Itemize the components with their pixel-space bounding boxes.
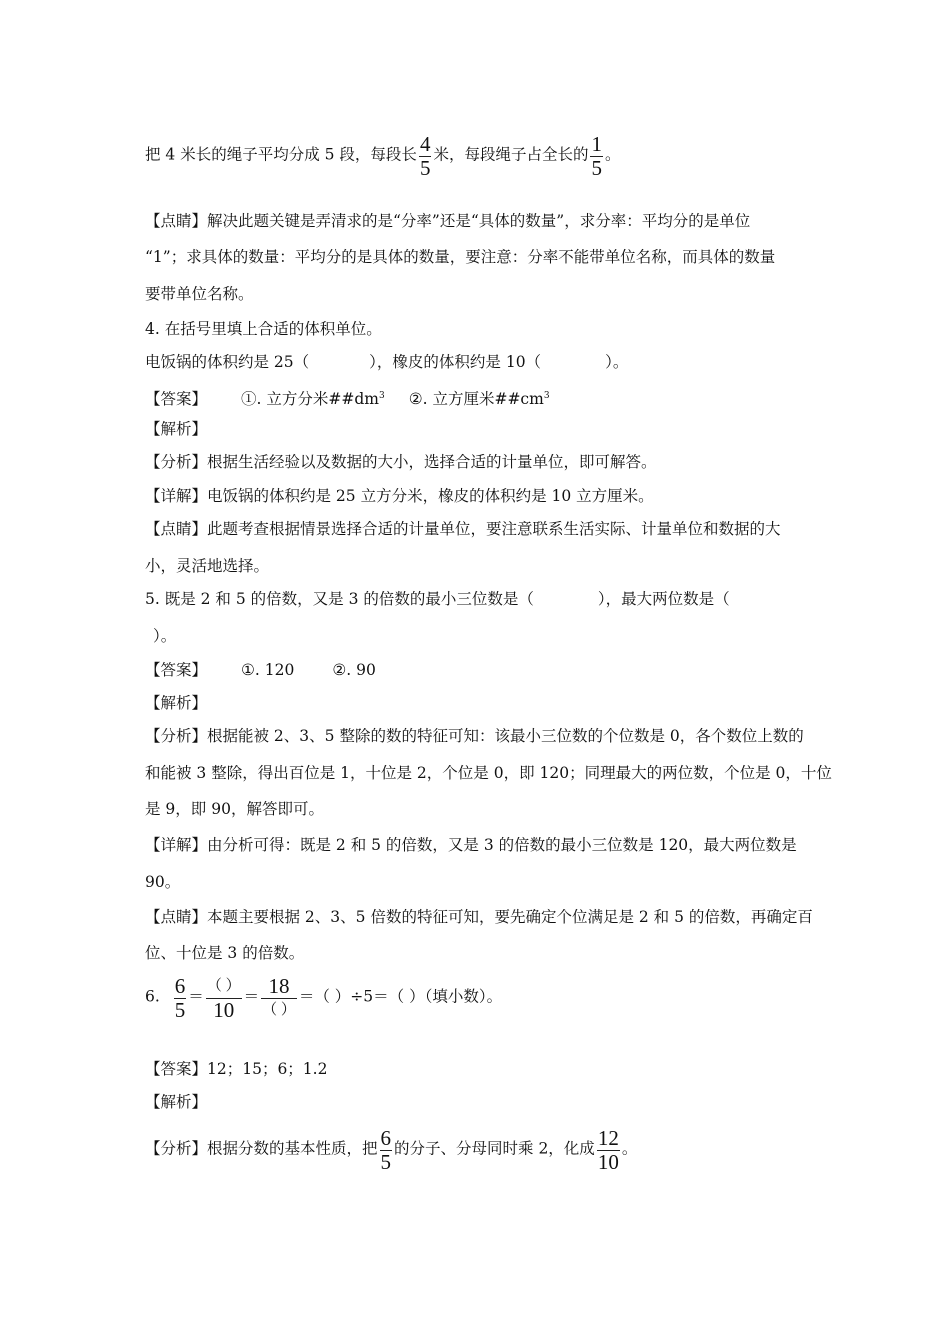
equals: ＝ [188,987,204,1006]
tip-line-2: “1”；求具体的数量：平均分的是具体的数量，要注意：分率不能带单位名称，而具体的数量 [145,248,776,266]
superscript: 3 [543,391,550,401]
text: ），橡皮的体积约是 10（ [369,353,542,371]
answer-2: ②. 90 [332,661,376,679]
q4-fenxi: 【分析】根据生活经验以及数据的大小，选择合适的计量单位，即可解答。 [145,453,657,471]
q5-fenxi-2: 和能被 3 整除，得出百位是 1，十位是 2，个位是 0，即 120；同理最大的两位数，个位是 0，十位 [145,764,832,782]
q5-title [145,589,730,609]
fraction-blank-over-ten: $\frac{( )}{10}$ [206,974,242,1021]
tip-line-3: 要带单位名称。 [145,285,254,303]
q5-dianjing-1: 【点睛】本题主要根据 2、3、5 倍数的特征可知，要先确定个位满足是 2 和 5 的倍数，再确定百 [145,908,813,926]
q6-answer: 【答案】12；15；6；1.2 [145,1060,328,1078]
question-number: 6. [145,987,160,1006]
q4-analysis-label: 【解析】 [145,420,208,438]
q5-fenxi-3: 是 9，即 90，解答即可。 [145,800,324,818]
text: 把 4 米长的绳子平均分成 5 段，每段长 [145,145,417,164]
text: ）。 [153,627,177,645]
q4-xiangjie: 【详解】电饭锅的体积约是 25 立方分米，橡皮的体积约是 10 立方厘米。 [145,487,654,505]
text: 米，每段绳子占全长的 [433,145,589,164]
q4-answer [145,386,550,409]
fraction-six-fifths: $\frac{6}{5}$ [380,1126,392,1174]
q6-analysis-label: 【解析】 [145,1093,208,1111]
q4-body [145,352,628,372]
answer-label: 【答案】 [145,661,208,679]
q4-dianjing-2: 小，灵活地选择。 [145,557,270,575]
q5-dianjing-2: 位、十位是 3 的倍数。 [145,944,305,962]
q5-fenxi-1: 【分析】根据能被 2、3、5 整除的数的特征可知：该最小三位数的个位数是 0，各个数位上数的 [145,727,804,745]
q5-xiangjie-1: 【详解】由分析可得：既是 2 和 5 的倍数，又是 3 的倍数的最小三位数是 120，最大两位数是 [145,836,797,854]
q6-title [145,974,502,1021]
superscript: 3 [378,391,385,401]
text: 。 [604,145,621,164]
text: 。 [621,1139,638,1158]
fraction-four-fifths: $\frac{4}{5}$ [419,132,431,180]
q4-title: 4. 在括号里填上合适的体积单位。 [145,320,382,338]
rope-conclusion-line [145,132,620,179]
text: 5. 既是 2 和 5 的倍数，又是 3 的倍数的最小三位数是（ [145,590,534,608]
answer-1: ①. 立方分米##dm [241,390,379,409]
tip-line-1: 【点睛】解决此题关键是弄清求的是“分率”还是“具体的数量”，求分率：平均分的是单位 [145,212,751,230]
text: 电饭锅的体积约是 25（ [145,353,310,371]
answer-1: ①. 120 [241,661,295,679]
text: ＝（ ）÷5＝（ ）（填小数）。 [298,987,503,1006]
q5-title-tail [145,626,176,646]
text: ）。 [605,353,629,371]
q4-dianjing-1: 【点睛】此题考查根据情景选择合适的计量单位，要注意联系生活实际、计量单位和数据的大 [145,520,781,538]
q5-analysis-label: 【解析】 [145,694,208,712]
equals: ＝ [243,987,260,1006]
text: 【分析】根据分数的基本性质，把 [145,1139,378,1158]
fraction-six-fifths: $\frac{6}{5}$ [174,974,186,1022]
answer-2: ②. 立方厘米##cm [408,390,544,409]
q6-fenxi [145,1126,637,1173]
fraction-eighteen-over-blank: $\frac{18}{( )}$ [262,974,296,1018]
text: 的分子、分母同时乘 2，化成 [394,1139,595,1158]
q5-answer [145,660,376,680]
q5-xiangjie-2: 90。 [145,873,181,891]
answer-label: 【答案】 [145,390,208,409]
text: ），最大两位数是（ [597,590,730,608]
fraction-one-fifth: $\frac{1}{5}$ [591,132,602,180]
fraction-twelve-tenths: $\frac{12}{10}$ [597,1126,619,1174]
